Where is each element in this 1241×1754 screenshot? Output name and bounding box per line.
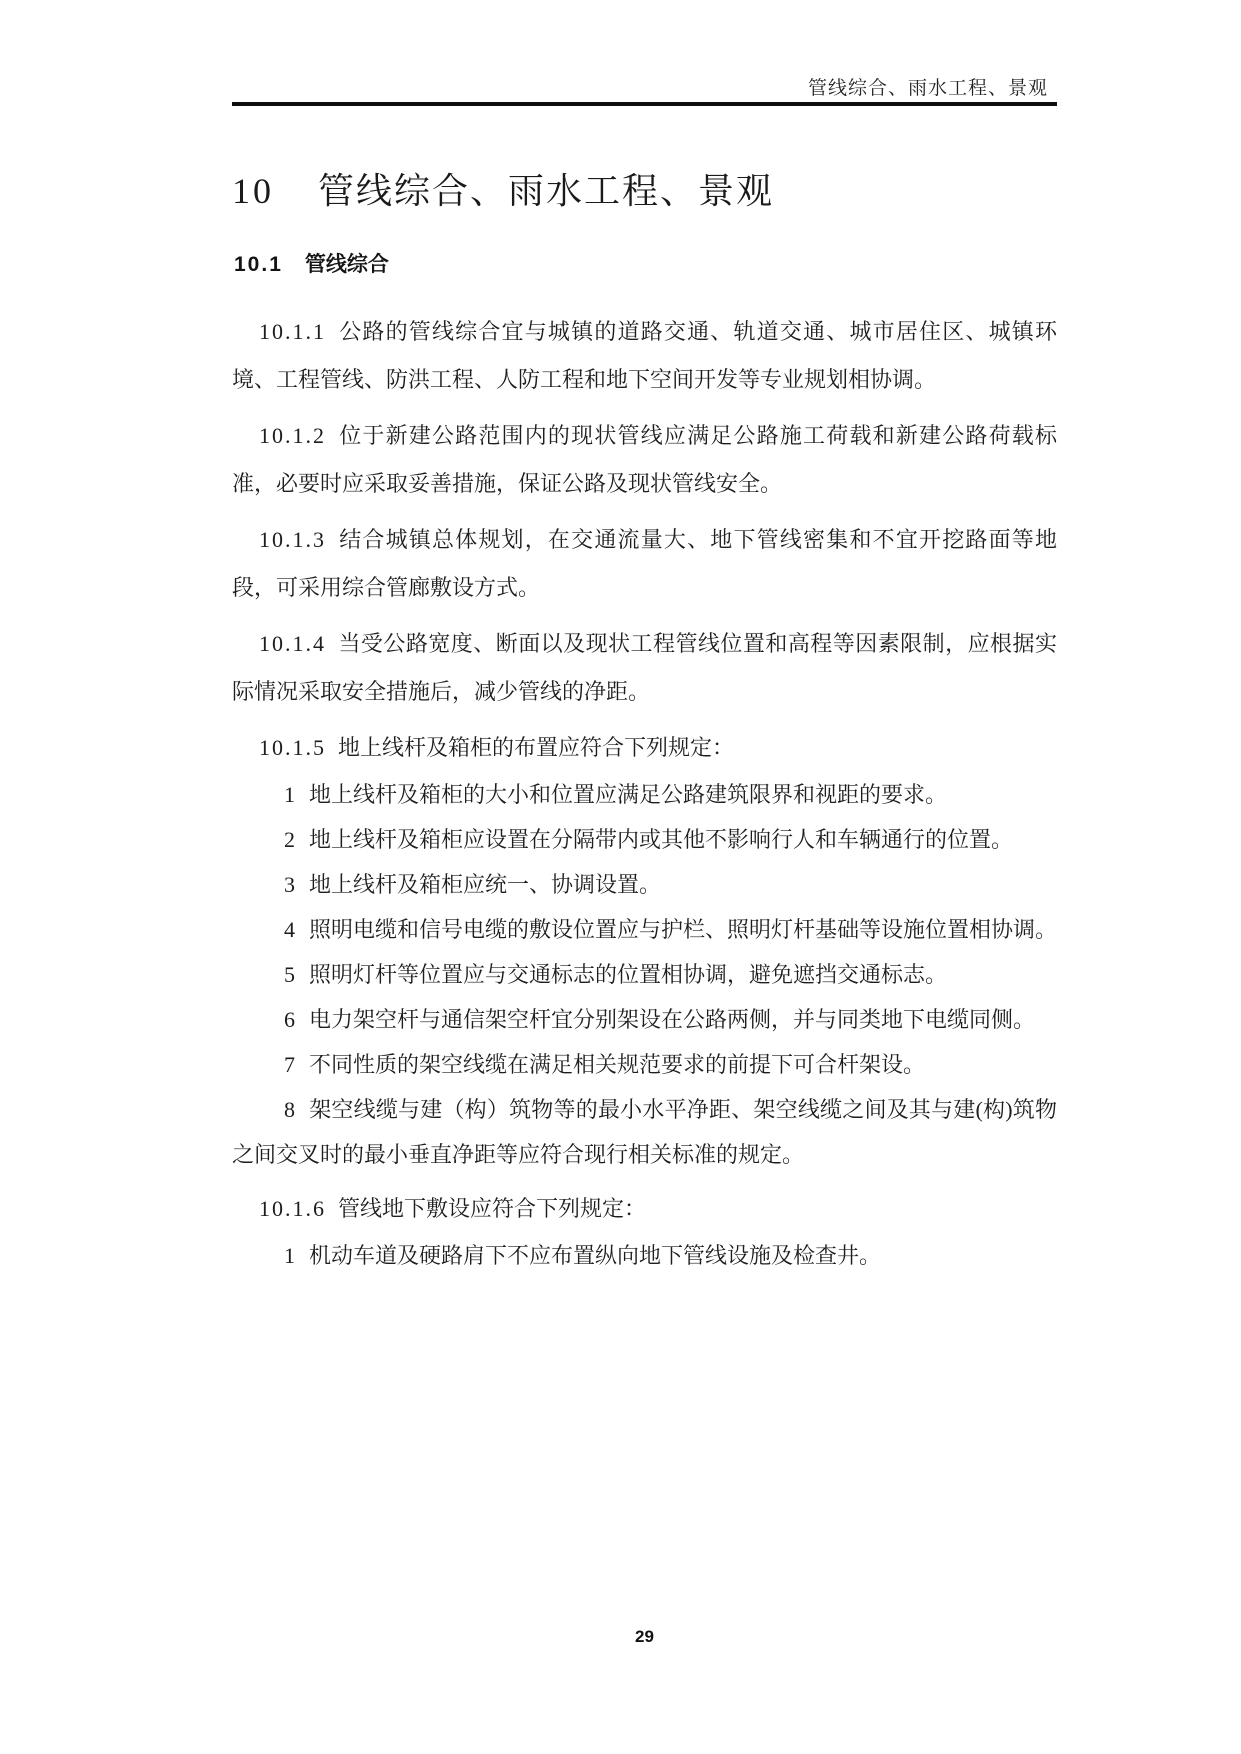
section-name: 管线综合 xyxy=(304,253,389,276)
item-number: 7 xyxy=(284,1052,295,1077)
page-number: 29 xyxy=(635,1627,654,1646)
clause-number: 10.1.2 xyxy=(259,423,326,448)
clause-10-1-6-item-1 xyxy=(232,1233,1057,1278)
item-text: 照明电缆和信号电缆的敷设位置应与护栏、照明灯杆基础等设施位置相协调。 xyxy=(309,917,1058,942)
item-text: 地上线杆及箱柜应统一、协调设置。 xyxy=(309,872,662,897)
chapter-name: 管线综合、雨水工程、景观 xyxy=(318,171,775,211)
clause-text: 地上线杆及箱柜的布置应符合下列规定： xyxy=(338,735,735,760)
page-content xyxy=(232,0,1057,1278)
clause-10-1-6 xyxy=(232,1185,1057,1233)
chapter-title xyxy=(232,166,1057,216)
running-header-title: 管线综合、雨水工程、景观 xyxy=(807,78,1048,99)
item-text: 照明灯杆等位置应与交通标志的位置相协调，避免遮挡交通标志。 xyxy=(309,962,948,987)
clause-number: 10.1.4 xyxy=(259,631,326,656)
clause-10-1-2 xyxy=(232,412,1057,508)
item-text: 地上线杆及箱柜应设置在分隔带内或其他不影响行人和车辆通行的位置。 xyxy=(309,827,1014,852)
clause-10-1-1 xyxy=(232,308,1057,404)
item-number: 3 xyxy=(284,872,295,897)
clause-10-1-5-item-5 xyxy=(232,952,1057,997)
clause-number: 10.1.5 xyxy=(259,735,326,760)
clause-text: 公路的管线综合宜与城镇的道路交通、轨道交通、城市居住区、城镇环境、工程管线、防洪工程、人防工程和地下空间开发等专业规划相协调。 xyxy=(232,319,1057,392)
section-title xyxy=(234,250,1057,280)
chapter-number: 10 xyxy=(232,171,274,211)
clause-number: 10.1.1 xyxy=(259,319,326,344)
item-number: 4 xyxy=(284,917,295,942)
clause-10-1-4 xyxy=(232,620,1057,716)
clause-10-1-5-item-4 xyxy=(232,907,1057,952)
clause-10-1-5-item-6 xyxy=(232,997,1057,1042)
clause-10-1-5-item-7 xyxy=(232,1042,1057,1087)
clause-10-1-5-item-8 xyxy=(232,1087,1057,1177)
item-text: 架空线缆与建（构）筑物等的最小水平净距、架空线缆之间及其与建(构)筑物之间交叉时的最小垂直净距等应符合现行相关标准的规定。 xyxy=(232,1097,1057,1167)
clause-10-1-5-item-1 xyxy=(232,772,1057,817)
clause-number: 10.1.6 xyxy=(259,1196,326,1221)
clause-10-1-5-item-3 xyxy=(232,862,1057,907)
clause-text: 管线地下敷设应符合下列规定： xyxy=(338,1196,647,1221)
item-number: 2 xyxy=(284,827,295,852)
header-rule xyxy=(232,102,1057,106)
item-number: 5 xyxy=(284,962,295,987)
item-number: 6 xyxy=(284,1007,295,1032)
clause-text: 当受公路宽度、断面以及现状工程管线位置和高程等因素限制，应根据实际情况采取安全措施后，减少管线的净距。 xyxy=(232,631,1057,704)
clause-text: 位于新建公路范围内的现状管线应满足公路施工荷载和新建公路荷载标准，必要时应采取妥善措施，保证公路及现状管线安全。 xyxy=(232,423,1057,496)
item-number: 1 xyxy=(284,782,295,807)
item-text: 电力架空杆与通信架空杆宜分别架设在公路两侧，并与同类地下电缆同侧。 xyxy=(309,1007,1036,1032)
section-number: 10.1 xyxy=(234,253,283,276)
item-text: 机动车道及硬路肩下不应布置纵向地下管线设施及检查井。 xyxy=(309,1243,882,1268)
clause-number: 10.1.3 xyxy=(259,527,326,552)
item-number: 8 xyxy=(284,1097,295,1122)
clause-10-1-5 xyxy=(232,724,1057,772)
item-text: 不同性质的架空线缆在满足相关规范要求的前提下可合杆架设。 xyxy=(309,1052,926,1077)
clause-10-1-3 xyxy=(232,516,1057,612)
item-text: 地上线杆及箱柜的大小和位置应满足公路建筑限界和视距的要求。 xyxy=(309,782,948,807)
clause-text: 结合城镇总体规划，在交通流量大、地下管线密集和不宜开挖路面等地段，可采用综合管廊敷设方式。 xyxy=(232,527,1057,600)
clause-10-1-5-item-2 xyxy=(232,817,1057,862)
item-number: 1 xyxy=(284,1243,295,1268)
